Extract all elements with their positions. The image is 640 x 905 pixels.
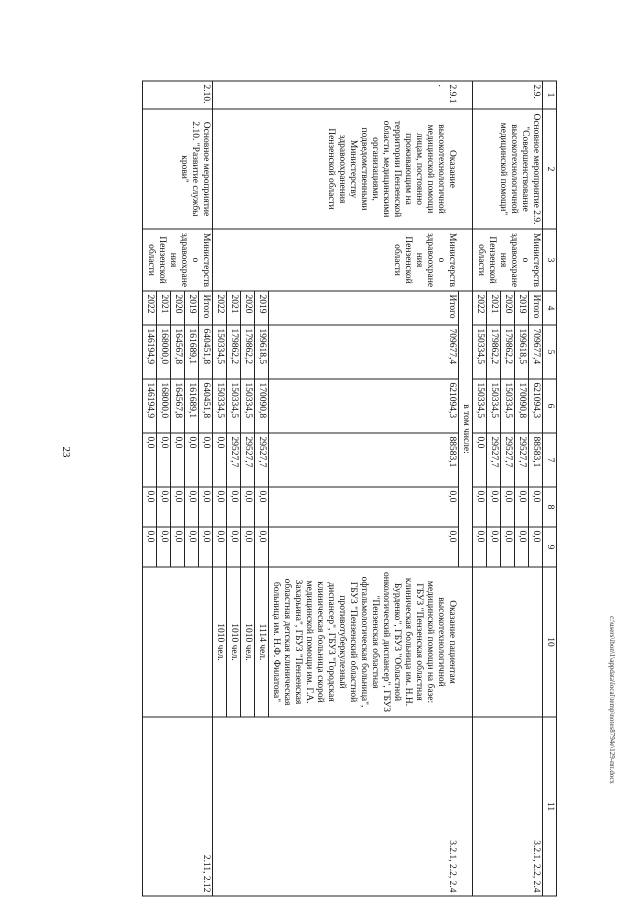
value-cell: 170090,8 (255, 379, 269, 433)
value-cell: 161689,1 (185, 325, 199, 379)
table-row (459, 81, 473, 896)
header-cell: 6 (543, 379, 557, 433)
value-cell: 150334,5 (227, 379, 241, 433)
value-cell: 146194,9 (143, 379, 157, 433)
value-cell: 29527,7 (241, 433, 255, 487)
value-cell: 0,0 (473, 487, 487, 527)
table-row (529, 81, 543, 896)
value-cell: 146194,9 (143, 325, 157, 379)
value-cell: 168000,0 (157, 325, 171, 379)
value-cell: 164567,8 (171, 325, 185, 379)
value-cell: 88583,1 (529, 433, 543, 487)
value-cell: 0,0 (529, 527, 543, 567)
program-table (143, 81, 558, 897)
rotated-page-content (79, 81, 557, 896)
value-cell: 0,0 (473, 433, 487, 487)
value-cell: 179862,2 (501, 325, 515, 379)
period-cell: Итого (529, 291, 543, 325)
period-cell: 2020 (501, 291, 515, 325)
value-cell: 179862,2 (241, 325, 255, 379)
header-cell: 5 (543, 325, 557, 379)
value-cell: 0,0 (473, 527, 487, 567)
indicator-ref: 3.2.1, 2.2, 2.4 (473, 717, 543, 896)
period-cell: 2019 (255, 291, 269, 325)
value-cell: 150334,5 (487, 379, 501, 433)
value-cell: 29527,7 (227, 433, 241, 487)
value-cell: 0,0 (213, 527, 227, 567)
value-cell: 709677,4 (269, 325, 459, 379)
result-value: 1010 чел. (241, 567, 255, 717)
value-cell: 0,0 (241, 527, 255, 567)
value-cell: 0,0 (143, 527, 157, 567)
value-cell: 0,0 (501, 527, 515, 567)
period-cell: 2021 (487, 291, 501, 325)
result-cell (143, 567, 213, 717)
header-cell: 4 (543, 291, 557, 325)
header-cell: 9 (543, 527, 557, 567)
value-cell: 179862,2 (227, 325, 241, 379)
footer-file-path: c:\users\ibon\1\appdata\local\temp\notes8794e\129-пп.docx (608, 616, 616, 784)
value-cell: 29527,7 (515, 433, 529, 487)
value-cell: 0,0 (487, 527, 501, 567)
value-cell: 0,0 (171, 487, 185, 527)
table-row (269, 81, 459, 896)
value-cell: 0,0 (255, 487, 269, 527)
value-cell: 88583,1 (269, 433, 459, 487)
result-description: Оказание пациентам высокотехнологичной медицинской помощи на базе: ГБУЗ "Пензенская областная клиническая больница им. Н.Н. Бурденко", ГБУЗ "Областной онкологический диспансер", ГБУЗ "Пензенская областная офтальмологическая больница", ГБУЗ "Пензенский областной противотуберкулезный диспансер", ГБУЗ "Городская клиническая больница скорой медицинской помощи им. Г.А. Захарьина", ГБУЗ "Пензенская областная детская клиническая больница им. Н.Ф. Филатова" (269, 567, 459, 717)
value-cell: 179862,2 (487, 325, 501, 379)
value-cell: 0,0 (157, 527, 171, 567)
result-value: 1114 чел. (255, 567, 269, 717)
value-cell: 170090,8 (515, 379, 529, 433)
value-cell: 150334,5 (213, 379, 227, 433)
header-cell: 1 (543, 81, 557, 109)
period-cell: 2022 (473, 291, 487, 325)
value-cell: 150334,5 (213, 325, 227, 379)
value-cell: 621094,3 (269, 379, 459, 433)
value-cell: 0,0 (185, 433, 199, 487)
measure-name: Основное мероприятие 2.9. "Совершенствование высокотехнологичной медицинской помощи" (473, 109, 543, 229)
value-cell: 0,0 (529, 487, 543, 527)
header-cell: 10 (543, 567, 557, 717)
measure-name: Основное мероприятие 2.10. "Развитие службы крови" (143, 109, 213, 229)
value-cell: 29527,7 (501, 433, 515, 487)
period-cell: 2019 (515, 291, 529, 325)
header-row (543, 81, 557, 896)
indicator-ref: 2.11, 2.12 (143, 717, 213, 896)
header-cell: 3 (543, 229, 557, 291)
row-number: 2.10. (143, 81, 213, 109)
value-cell: 0,0 (213, 487, 227, 527)
value-cell: 29527,7 (487, 433, 501, 487)
value-cell: 0,0 (515, 487, 529, 527)
executor: Министерство здравоохранения Пензенской области (213, 229, 459, 291)
value-cell: 0,0 (501, 487, 515, 527)
value-cell: 0,0 (199, 527, 213, 567)
period-cell: 2020 (171, 291, 185, 325)
executor: Министерство здравоохранения Пензенской области (143, 229, 213, 291)
row-number: 2.9. (473, 81, 543, 109)
value-cell: 0,0 (227, 487, 241, 527)
table-row (199, 81, 213, 896)
indicator-ref: 3.2.1, 2.2, 2.4 (213, 717, 459, 896)
value-cell: 0,0 (171, 433, 185, 487)
period-cell: 2021 (227, 291, 241, 325)
value-cell: 0,0 (269, 527, 459, 567)
value-cell: 0,0 (185, 487, 199, 527)
value-cell: 0,0 (157, 433, 171, 487)
value-cell: 0,0 (171, 527, 185, 567)
row-number: 2.9.1. (213, 81, 459, 109)
value-cell: 168000,0 (157, 379, 171, 433)
period-cell: 2020 (241, 291, 255, 325)
including-note: в том числе: (459, 291, 473, 567)
value-cell: 29527,7 (255, 433, 269, 487)
header-cell: 7 (543, 433, 557, 487)
header-cell: 11 (543, 717, 557, 896)
value-cell: 150334,5 (241, 379, 255, 433)
value-cell: 150334,5 (501, 379, 515, 433)
period-cell: 2019 (185, 291, 199, 325)
value-cell: 0,0 (241, 487, 255, 527)
executor: Министерство здравоохранения Пензенской области (473, 229, 543, 291)
value-cell: 0,0 (157, 487, 171, 527)
header-cell: 8 (543, 487, 557, 527)
value-cell: 0,0 (185, 527, 199, 567)
value-cell: 0,0 (227, 527, 241, 567)
period-cell: Итого (269, 291, 459, 325)
period-cell: Итого (199, 291, 213, 325)
value-cell: 621094,3 (529, 379, 543, 433)
value-cell: 0,0 (143, 433, 157, 487)
value-cell: 709677,4 (529, 325, 543, 379)
value-cell: 0,0 (213, 433, 227, 487)
period-cell: 2021 (157, 291, 171, 325)
page-number: 23 (60, 446, 72, 458)
value-cell: 199618,5 (515, 325, 529, 379)
value-cell: 0,0 (199, 487, 213, 527)
period-cell: 2022 (143, 291, 157, 325)
value-cell: 0,0 (199, 433, 213, 487)
value-cell: 0,0 (487, 487, 501, 527)
value-cell: 0,0 (143, 487, 157, 527)
measure-name: Оказание высокотехнологичной медицинской помощи лицам, постоянно проживающим на территории Пензенской области, медицинскими организациями, подведомственными Министерству здравоохранения Пензенской области (213, 109, 459, 229)
value-cell: 640451,8 (199, 379, 213, 433)
result-cell (473, 567, 543, 717)
value-cell: 0,0 (269, 487, 459, 527)
value-cell: 150334,5 (473, 325, 487, 379)
period-cell: 2022 (213, 291, 227, 325)
value-cell: 0,0 (515, 527, 529, 567)
result-value: 1010 чел. (213, 567, 227, 717)
value-cell: 161689,1 (185, 379, 199, 433)
value-cell: 640451,8 (199, 325, 213, 379)
value-cell: 150334,5 (473, 379, 487, 433)
value-cell: 0,0 (255, 527, 269, 567)
value-cell: 164567,8 (171, 379, 185, 433)
result-value: 1010 чел. (227, 567, 241, 717)
header-cell: 2 (543, 109, 557, 229)
value-cell: 199618,5 (255, 325, 269, 379)
